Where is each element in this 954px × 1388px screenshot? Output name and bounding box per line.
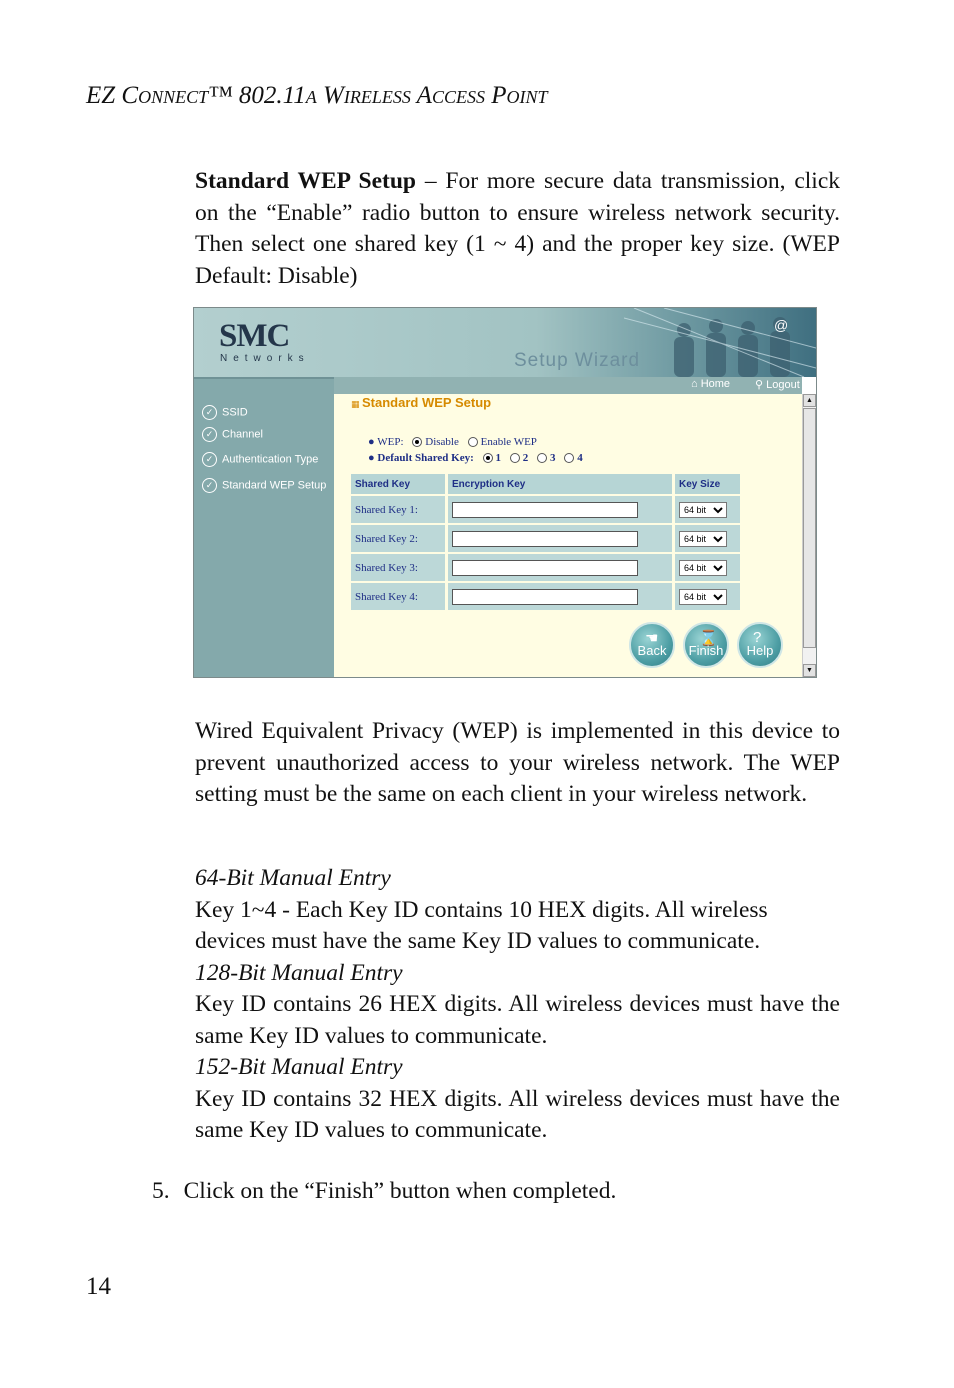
- scroll-down-icon[interactable]: ▼: [803, 664, 816, 677]
- entry-text: Key ID contains 32 HEX digits. All wireless devices must have the same Key ID values to communicate.: [195, 1085, 840, 1143]
- key-size-select-1[interactable]: [679, 502, 727, 518]
- help-button[interactable]: ? Help: [737, 622, 783, 668]
- scroll-thumb[interactable]: [803, 408, 816, 648]
- shared-key-label: Shared Key 4:: [351, 582, 447, 610]
- scroll-up-icon[interactable]: ▲: [803, 394, 816, 407]
- grid-bullet-icon: ▦: [351, 399, 363, 409]
- shared-key-label: Shared Key 1:: [351, 495, 447, 524]
- encryption-key-input-2[interactable]: [452, 531, 638, 547]
- table-row: [351, 524, 742, 553]
- key-entry-list: [195, 863, 840, 1147]
- table-row: [351, 495, 742, 524]
- shared-key-label: Shared Key 2:: [351, 524, 447, 553]
- shared-key-label: Shared Key 3:: [351, 553, 447, 582]
- col-encryption-key: Encryption Key: [447, 474, 674, 495]
- col-shared-key: Shared Key: [351, 474, 447, 495]
- step-text: Click on the “Finish” button when completed.: [183, 1178, 617, 1204]
- smc-networks-label: Networks: [220, 353, 310, 364]
- bullet-icon: ●: [368, 436, 375, 448]
- table-header-row: [351, 474, 742, 495]
- nav-logout-link[interactable]: ⚲ Logout: [755, 379, 800, 391]
- hand-pointer-icon: ☚: [645, 630, 659, 647]
- wep-disable-radio[interactable]: [412, 437, 422, 447]
- people-network-graphic: [624, 308, 816, 377]
- question-mark-icon: ?: [753, 629, 762, 646]
- check-circle-icon: ✓: [202, 452, 217, 467]
- wizard-sidebar: [194, 377, 334, 678]
- intro-term: Standard WEP Setup: [195, 168, 416, 194]
- sidebar-item-authentication-type[interactable]: ✓ Authentication Type: [202, 452, 318, 467]
- step-number: 5.: [152, 1178, 170, 1204]
- key-size-select-3[interactable]: [679, 560, 727, 576]
- key-size-select-2[interactable]: [679, 531, 727, 547]
- running-header: EZ CONNECT™ 802.11A WIRELESS ACCESS POINT: [86, 82, 548, 109]
- default-key-radio-1[interactable]: [483, 453, 493, 463]
- shared-key-table: [351, 474, 743, 610]
- wep-option-row: ● WEP: Disable Enable WEP: [368, 436, 537, 448]
- bullet-icon: ●: [368, 452, 375, 464]
- entry-text: Key 1~4 - Each Key ID contains 10 HEX digits. All wireless devices must have the same Key ID values to communicate.: [195, 896, 768, 954]
- encryption-key-input-1[interactable]: [452, 502, 638, 518]
- wizard-toolbar: [334, 377, 802, 394]
- check-circle-icon: ✓: [202, 478, 217, 493]
- default-key-radio-4[interactable]: [564, 453, 574, 463]
- default-key-radio-2[interactable]: [510, 453, 520, 463]
- sidebar-item-standard-wep-setup[interactable]: ✓ Standard WEP Setup: [202, 478, 326, 493]
- table-row: [351, 582, 742, 610]
- check-circle-icon: ✓: [202, 427, 217, 442]
- wizard-content: [334, 394, 802, 678]
- default-key-radio-3[interactable]: [537, 453, 547, 463]
- encryption-key-input-4[interactable]: [452, 589, 638, 605]
- page-number: 14: [86, 1273, 111, 1300]
- check-circle-icon: ✓: [202, 405, 217, 420]
- col-key-size: Key Size: [674, 474, 742, 495]
- entry-title: 152-Bit Manual Entry: [195, 1054, 403, 1080]
- content-scrollbar[interactable]: [802, 394, 816, 678]
- hourglass-icon: ⌛: [699, 630, 718, 647]
- encryption-key-input-3[interactable]: [452, 560, 638, 576]
- content-title: ▦ Standard WEP Setup: [351, 395, 492, 410]
- nav-home-link[interactable]: ⌂ Home: [691, 378, 731, 390]
- default-key-row: ● Default Shared Key: 1 2 3 4: [368, 452, 583, 464]
- intro-paragraph: [195, 166, 840, 292]
- wizard-title: Setup Wizard: [514, 350, 641, 371]
- svg-text:@: @: [774, 317, 789, 333]
- entry-title: 64-Bit Manual Entry: [195, 865, 391, 891]
- key-size-select-4[interactable]: [679, 589, 727, 605]
- sidebar-item-channel[interactable]: ✓ Channel: [202, 427, 263, 442]
- smc-logo: SMC: [219, 318, 290, 354]
- table-row: [351, 553, 742, 582]
- home-icon: ⌂: [691, 378, 701, 390]
- intro-text: – For more secure data transmission, click on the “Enable” radio button to ensure wireless network security. Then select one shared key (1 ~ 4) and the proper key size. (WEP Default: Disable): [195, 168, 841, 289]
- step-item: [152, 1176, 616, 1208]
- finish-button[interactable]: ⌛ Finish: [683, 622, 729, 668]
- setup-wizard-screenshot: [193, 307, 817, 678]
- back-button[interactable]: ☚ Back: [629, 622, 675, 668]
- sidebar-item-ssid[interactable]: ✓ SSID: [202, 405, 248, 420]
- entry-text: Key ID contains 26 HEX digits. All wireless devices must have the same Key ID values to communicate.: [195, 991, 840, 1049]
- entry-title: 128-Bit Manual Entry: [195, 959, 403, 986]
- wep-enable-radio[interactable]: [468, 437, 478, 447]
- logout-icon: ⚲: [755, 379, 767, 391]
- wep-paragraph: Wired Equivalent Privacy (WEP) is implemented in this device to prevent unauthorized access to your wireless network. The WEP setting must be the same on each client in your wireless network.: [195, 718, 840, 807]
